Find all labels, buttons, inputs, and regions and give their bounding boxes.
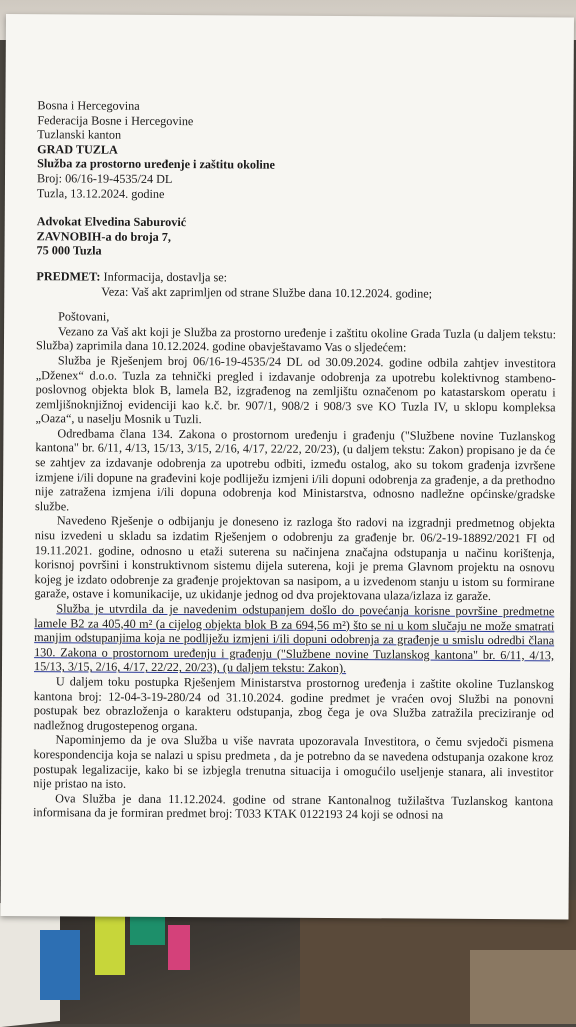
recipient-name: Advokat Elvedina Saburović — [36, 214, 187, 230]
desk-binder-blue — [40, 930, 80, 1000]
paragraph-7: Napominjemo da je ova Služba u više navrata upozoravala Investitora, o čemu svjedoči pismena korespondencija koja se nalazi u spisu predmeta , da je potrebno da se navedena odstupanja ozakone kroz postupak legalizacije, kako bi se izbjegla trenutna situacija i omogućilo useljenje stanara, ali investitor nije pristao na isto. — [33, 732, 554, 791]
subject-text: Informacija, dostavlja se: — [100, 269, 228, 285]
header-federation: Federacija Bosne i Hercegovine — [37, 112, 194, 128]
document-page — [0, 14, 573, 919]
subject-reference: Veza: Vaš akt zaprimljen od strane Službe dana 10.12.2024. godine; — [101, 284, 433, 301]
greeting: Poštovani, — [58, 309, 110, 324]
header-date: Tuzla, 13.12.2024. godine — [36, 185, 165, 201]
recipient-city: 75 000 Tuzla — [36, 243, 102, 258]
subject-label: PREDMET: — [36, 269, 101, 284]
paragraph-4: Navedeno Rješenje o odbijanju je doneseno iz razloga što radovi na izgradnji predmetnog objekta nisu izvedeni u skladu sa izdatim Rješenjem o odobrenju za građenje br. 06/2-19-18892/2021 FI od 19.11.2021. godine, odnosno u etaži suterena su načinjena značajna odstupanja u načinu korištenja, korisnoj površini i konstruktivnom sistemu dijela suterena, koji je prema Glavnom projektu na osnovu kojeg je izdato odobrenje za građenje projektovan sa nasipom, a u izvedenom stanju u istom su formirane garaže, ostave i komunikacije, uz ukidanje jednog od dva projektovana ulaza/izlaza iz garaže. — [34, 513, 555, 604]
header-service: Služba za prostorno uređenje i zaštitu okoline — [37, 156, 276, 173]
paragraph-1: Vezano za Vaš akt koji je Služba za prostorno uređenje i zaštitu okoline Grada Tuzla (u daljem tekstu: Služba) zaprimila dana 10.12.2024. godine obavještavamo Vas o sljedećem: — [35, 324, 557, 355]
paragraph-6: U daljem toku postupka Rješenjem Ministarstva prostornog uređenja i zaštite okoline Tuzlanskog kantona broj: 12-04-3-19-280/24 od 31.10.2024. godine predmet je vraćen ovoj Službi na ponovni postupak bez obrazloženja o karakteru odstupanja, zbog čega je ova Služba zatražila preciziranje od nadležnog drugostepenog organa. — [33, 674, 554, 733]
header-number: Broj: 06/16-19-4535/24 DL — [36, 171, 173, 186]
desk-folder-pink — [168, 925, 190, 970]
document-content — [33, 98, 557, 823]
paragraph-2: Služba je Rješenjem broj 06/16-19-4535/24 DL od 30.09.2024. godine odbila zahtjev investitora „Dženex“ d.o.o. Tuzla za tehnički pregled i izdavanje odobrenja za upotrebu kolektivnog stambeno-poslovnog objekta blok B, lamela B2, izgrađenog na zemljištu označenom po katastarskom operatu i zemljišnoknjižnoj evidenciji kao k.č. br. 907/1, 908/2 i 908/3 sve KO Tuzla IV, u sklopu kompleksa „Oaza“, u naselju Mosnik u Tuzli. — [35, 353, 556, 427]
header-country: Bosna i Hercegovina — [37, 98, 140, 113]
recipient-street: ZAVNOBIH-a do broja 7, — [36, 228, 171, 244]
paragraph-5-underlined: Služba je utvrdila da je navedenim odstupanjem došlo do povećanja korisne površine predmetne lamele B2 za 405,40 m² (a cijelog objekta blok B za 694,56 m²) što se ni u kom slučaju ne može smatrati manjim odstupanjima koja ne podliježu izmjeni i/ili dopuni odobrenja za građenje u smislu odredbi člana 130. Zakona o prostornom uređenju i građenju ("Službene novine Tuzlanskog kantona" br. 6/11, 4/13, 15/13, 3/15, 2/16, 4/17, 22/22, 20/23), (u daljem tekstu: Zakon). — [33, 601, 555, 676]
header-canton: Tuzlanski kanton — [37, 127, 122, 142]
paragraph-8: Ova Služba je dana 11.12.2024. godine od strane Kantonalnog tužilaštva Tuzlanskog kantona informisana da je formiran predmet broj: T033 KTAK 0122193 24 koji se odnosi na — [33, 791, 554, 822]
header-city: GRAD TUZLA — [37, 141, 118, 157]
desk-wood — [470, 950, 576, 1024]
desk-folder-yellow — [95, 915, 125, 975]
paragraph-3: Odredbama člana 134. Zakona o prostornom uređenju i građenju ("Službene novine Tuzlanskog kantona" br. 6/11, 4/13, 15/13, 3/15, 2/16, 4/17, 22/22, 20/23), (u daljem tekstu: Zakon) propisano je da će se zahtjev za izdavanje odobrenja za upotrebu odbiti, između ostalog, ako su tokom građenja izvršene izmjene i/ili dopune na građevini koje podliježu izmjeni i/ili dopuni odobrenja za građenje, a da prethodno nije zatražena izmjena i/ili dopuna odobrenja kod Ministarstva, odnosno nadležne općinske/gradske službe. — [34, 426, 556, 514]
